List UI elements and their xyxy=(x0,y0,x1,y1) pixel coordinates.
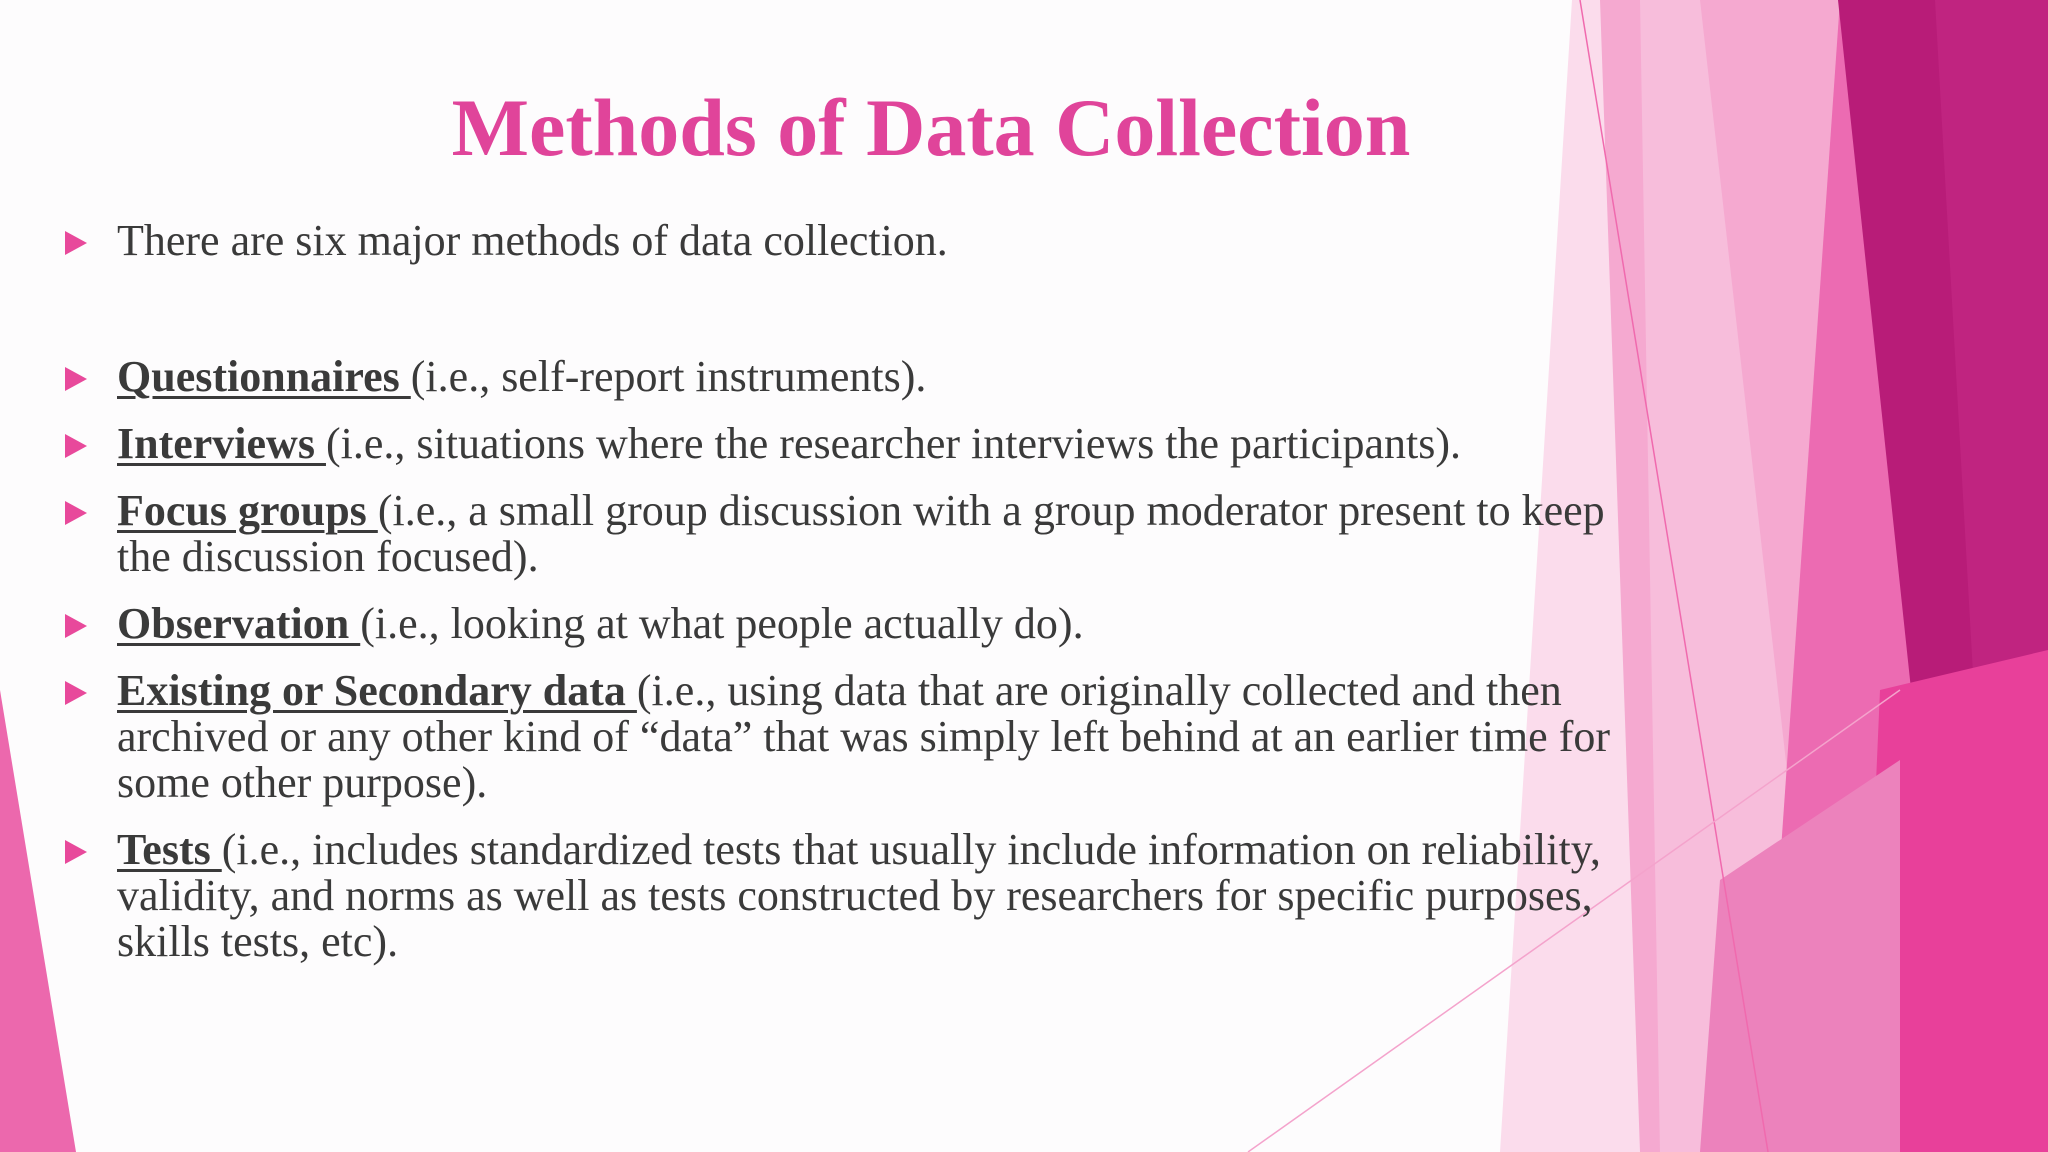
bullet-arrow-icon xyxy=(65,231,87,255)
item-description: (i.e., a small group discussion with a group moderator present to keep the discussion focused). xyxy=(117,486,1605,581)
item-term: Questionnaires xyxy=(117,352,411,401)
bullet-arrow-icon xyxy=(65,840,87,864)
list-item-interviews xyxy=(58,421,1658,467)
list-item-observation xyxy=(58,601,1658,647)
intro-bullet xyxy=(58,218,1658,264)
list-item-existing-data xyxy=(58,668,1658,806)
item-term: Existing or Secondary data xyxy=(117,666,637,715)
bullet-arrow-icon xyxy=(65,434,87,458)
item-description: (i.e., self-report instruments). xyxy=(410,352,927,401)
list-item-questionnaires xyxy=(58,354,1658,400)
item-description: (i.e., includes standardized tests that usually include information on reliability, validity, and norms as well as tests constructed by researchers for specific purposes, skills tests, etc). xyxy=(117,825,1601,966)
item-term: Observation xyxy=(117,599,361,648)
slide-title: Methods of Data Collection xyxy=(451,82,1411,173)
item-term: Interviews xyxy=(117,419,326,468)
bullet-arrow-icon xyxy=(65,681,87,705)
bullet-arrow-icon xyxy=(65,501,87,525)
item-description: (i.e., using data that are originally collected and then archived or any other kind of “data” that was simply left behind at an earlier time for some other purpose). xyxy=(117,666,1610,807)
item-term: Tests xyxy=(117,825,222,874)
bullet-list xyxy=(58,218,1658,986)
item-description: (i.e., situations where the researcher interviews the participants). xyxy=(325,419,1461,468)
bullet-arrow-icon xyxy=(65,367,87,391)
list-item-tests xyxy=(58,827,1658,965)
intro-text: There are six major methods of data collection. xyxy=(117,216,948,265)
list-item-focus-groups xyxy=(58,488,1658,580)
bullet-arrow-icon xyxy=(65,614,87,638)
item-description: (i.e., looking at what people actually do). xyxy=(360,599,1084,648)
item-term: Focus groups xyxy=(117,486,378,535)
